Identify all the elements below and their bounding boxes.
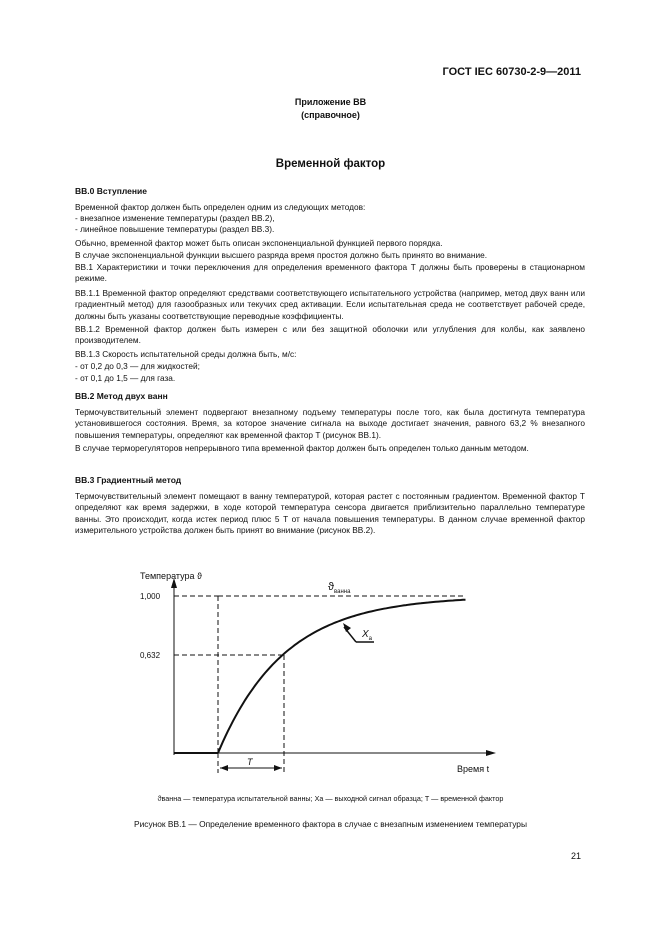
- section-heading-bb3: ВВ.3 Градиентный метод: [75, 475, 182, 485]
- standard-header: ГОСТ IEC 60730-2-9—2011: [442, 66, 581, 78]
- section-heading-bb2: ВВ.2 Метод двух ванн: [75, 391, 168, 401]
- t-arrow-left-icon: [220, 765, 228, 771]
- xa-label: X: [362, 629, 369, 640]
- text-line: В случае экспоненциальной функции высшего разряда время простоя должно быть принято во внимание.: [75, 250, 488, 260]
- bath-label: ϑ: [328, 581, 335, 593]
- appendix-type: (справочное): [301, 110, 360, 120]
- tick-label-0632: 0,632: [140, 651, 161, 660]
- figure-bb1: [0, 560, 661, 790]
- figure-caption: Рисунок ВВ.1 — Определение временного фактора в случае с внезапным изменением температуры: [134, 819, 527, 829]
- page-number: 21: [570, 851, 581, 861]
- list-item: - внезапное изменение температуры (раздел ВВ.2),: [75, 213, 275, 223]
- svg-text:Xa: [361, 629, 373, 642]
- y-axis-label: Температура ϑ: [140, 571, 202, 581]
- text-line: Обычно, временной фактор может быть описан экспоненциальной функцией первого порядка.: [75, 238, 443, 248]
- page-title: Временной фактор: [275, 158, 386, 170]
- response-curve-xa: [218, 600, 466, 753]
- text-line: ВВ.1.3 Скорость испытательной среды должна быть, м/с:: [75, 349, 297, 359]
- paragraph-bb2-1: Термочувствительный элемент подвергают внезапному подъему температуры после того, как была достигнута температура установившегося состояния. Время, за которое значение сигнала на выходе достигает значения, равного 63,2 % внезапного повышения температуры, определяют как временной фактор T (рисунок ВВ.1).: [75, 407, 585, 440]
- paragraph-bb1-1: ВВ.1.1 Временной фактор определяют средствами соответствующего испытательного устройства (например, метод двух ванн или градиентный метод) для газообразных или текучих сред активации. Если испытательная среда не соответствует рабочей среде, должны быть указаны соответствующие переводные коэффициенты.: [75, 288, 585, 321]
- t-label: T: [247, 757, 253, 767]
- bath-label-sub: ванна: [334, 589, 351, 595]
- tick-label-1000: 1,000: [140, 592, 161, 601]
- paragraph-bb2-2: В случае терморегуляторов непрерывного типа временной фактор должен быть определен только данным методом.: [75, 443, 529, 453]
- paragraph-bb1-2: ВВ.1.2 Временной фактор должен быть измерен с или без защитной оболочки или углубления для колбы, как заявлено производителем.: [75, 324, 585, 346]
- list-item: - линейное повышение температуры (раздел ВВ.3).: [75, 224, 275, 234]
- svg-text:ϑванна: [328, 581, 351, 595]
- list-item: - от 0,1 до 1,5 — для газа.: [75, 373, 176, 383]
- x-axis-arrow-icon: [486, 750, 496, 756]
- xa-label-sub: a: [368, 636, 373, 642]
- x-axis-label: Время t: [457, 764, 490, 774]
- appendix-name: Приложение ВВ: [294, 97, 367, 107]
- paragraph-bb3: Термочувствительный элемент помещают в ванну температурой, которая растет с постоянным градиентом. Временной фактор T определяют как время задержки, в ходе которой температура сенсора двигается приблизительно параллельно температуре ванны. Это происходит, когда истек период плюс 5 T от начала повышения температуры. В данном случае временной фактор измерительного устройства должен быть принят во внимание (рисунок ВВ.2).: [75, 491, 585, 536]
- section-heading-bb0: ВВ.0 Вступление: [75, 186, 147, 196]
- list-item: - от 0,2 до 0,3 — для жидкостей;: [75, 361, 200, 371]
- text-line: Временной фактор должен быть определен одним из следующих методов:: [75, 202, 366, 212]
- paragraph-bb1: ВВ.1 Характеристики и точки переключения для определения временного фактора T должны быть проверены в стационарном режиме.: [75, 262, 585, 284]
- t-arrow-right-icon: [274, 765, 282, 771]
- figure-legend: ϑванна — температура испытательной ванны; Xa — выходной сигнал образца; T — временной фактор: [157, 794, 504, 803]
